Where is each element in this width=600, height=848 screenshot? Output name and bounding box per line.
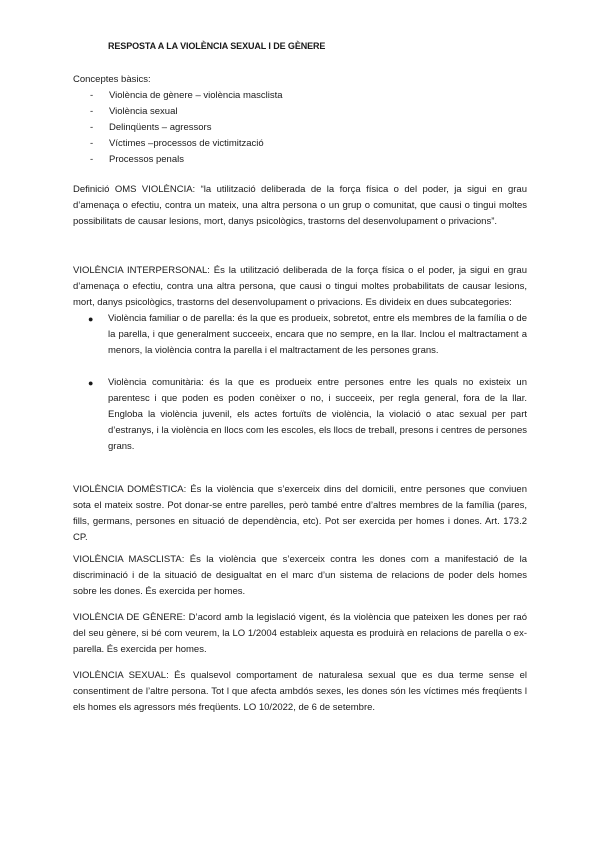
sexual-violence-paragraph: VIOLÈNCIA SEXUAL: És qualsevol comportament de naturalesa sexual que es dua terme sense el consentiment de l’altre persona. Tot l que afecta ambdós sexes, les dones són les víctimes més freqüents l els homes els agressors més freqüents. LO 10/2022, de 6 de setembre. <box>73 670 527 713</box>
concepts-section <box>73 72 527 168</box>
page-title: RESPOSTA A LA VIOLÈNCIA SEXUAL I DE GÈNERE <box>108 41 326 51</box>
list-item: - Violència sexual <box>90 106 178 117</box>
list-item-text: Víctimes –processos de victimització <box>109 138 264 149</box>
list-item: - Violència de gènere – violència masclista <box>90 90 283 101</box>
interpersonal-section <box>73 263 527 455</box>
oms-definition-paragraph: Definició OMS VIOLÈNCIA: “la utilització deliberada de la força física o del poder, ja sigui en grau d’amenaça o efectiu, contra un mateix, una altra persona o un grup o comunitat, que causi o tingui moltes possibilitats de causar lesions, mort, danys psicològics, trastorns del desenvolupament o privacions”. <box>73 184 527 227</box>
list-item: - Delinqüents – agressors <box>90 122 212 133</box>
concepts-heading: Conceptes bàsics: <box>73 74 151 85</box>
list-item-text: Violència sexual <box>109 106 178 117</box>
list-item-text: Violència comunitària: és la que es produeix entre persones entre les quals no existeix un parentesc i que poden es poden conèixer o no, i succeeix, per regla general, fora de la llar. Engloba la violència juvenil, els actes fortuïts de violència, la violació o atac sexual per part d’estranys, i la violència en llocs com les escoles, els llocs de treball, presons i centres de persones grans. <box>108 377 527 452</box>
domestic-violence-paragraph: VIOLÈNCIA DOMÈSTICA: És la violència que s’exerceix dins del domicili, entre persones que conviuen sota el mateix sostre. Pot donar-se entre parelles, però també entre d’altres membres de la família (pares, fills, germans, persones en situació de dependència, etc). Pot ser exercida per homes i dones. Art. 173.2 CP. <box>73 484 527 543</box>
bullet-icon: ● <box>88 378 94 388</box>
list-item-text: Violència familiar o de parella: és la que es produeix, sobretot, entre els membres de la família o de la parella, i que generalment succeeix, encara que no sempre, en la llar. Inclou el maltractament a menors, la violència contra la parella i el maltractament de les persones grans. <box>108 313 527 356</box>
list-item-text: Violència de gènere – violència masclista <box>109 90 283 101</box>
interpersonal-paragraph: VIOLÈNCIA INTERPERSONAL: És la utilització deliberada de la força física o el poder, ja sigui en grau d’amenaça o efectiu, contra una altra persona, que causi o tingui moltes probabilitats de causar lesions, mort, danys psicològics, trastorns del desenvolupament o privacions. Es divideix en dues subcategories: <box>73 265 527 308</box>
list-item: - Processos penals <box>90 154 184 165</box>
list-item: - Víctimes –processos de victimització <box>90 138 264 149</box>
list-item-text: Delinqüents – agressors <box>109 122 212 133</box>
list-item <box>73 375 527 455</box>
interpersonal-subcategories <box>73 311 527 455</box>
list-item-text: Processos penals <box>109 154 184 165</box>
gender-violence-paragraph: VIOLÈNCIA DE GÈNERE: D’acord amb la legislació vigent, és la violència que pateixen les dones per raó del seu gènere, si bé com veurem, la LO 1/2004 estableix aquesta es produirà en relacions de parella o ex-parella. És exercida per homes. <box>73 612 527 655</box>
masclista-violence-paragraph: VIOLÈNCIA MASCLISTA: És la violència que s’exerceix contra les dones com a manifestació de la discriminació i de la situació de desigualtat en el marc d’un sistema de relacions de poder dels homes sobre les dones. És exercida per homes. <box>73 554 527 597</box>
concepts-list <box>73 88 527 168</box>
bullet-icon: ● <box>88 314 94 324</box>
list-item <box>73 311 527 359</box>
